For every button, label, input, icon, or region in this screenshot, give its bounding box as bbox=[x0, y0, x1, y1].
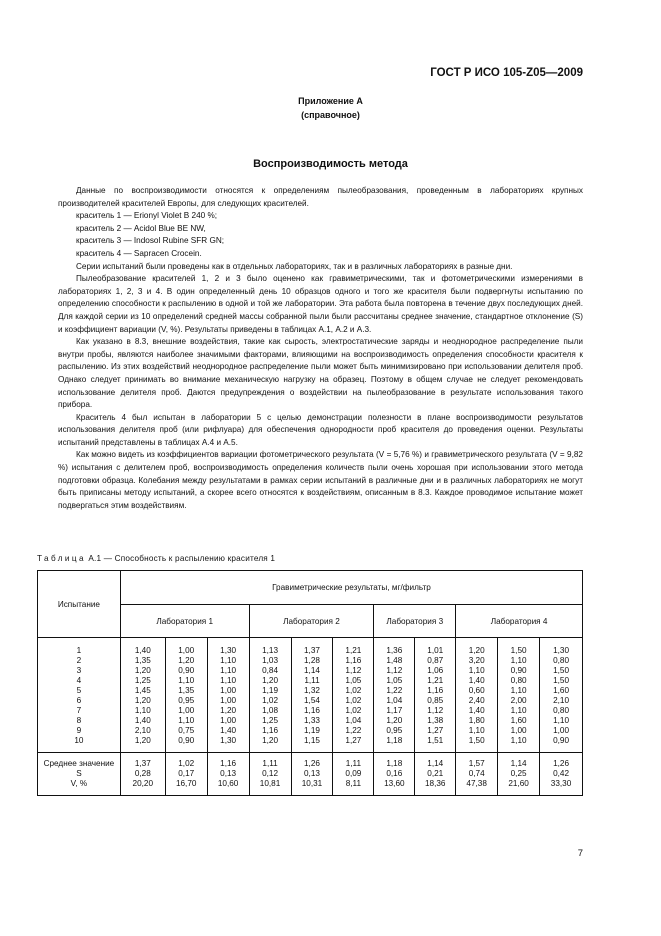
table-cell-value: 1,14 bbox=[427, 759, 444, 768]
table-cell-value: 0,90 bbox=[178, 666, 195, 675]
table-cell-value: 1,16 bbox=[427, 686, 444, 695]
table-cell-value: 2 bbox=[76, 656, 82, 665]
table-cell-value: 1,14 bbox=[510, 759, 527, 768]
table-cell-value: 10,60 bbox=[217, 779, 239, 788]
table-cell-value: 1,16 bbox=[304, 706, 320, 715]
table-cell-value: 1,38 bbox=[427, 716, 444, 725]
result-column-cell bbox=[374, 638, 415, 753]
table-cell-value: 1,20 bbox=[468, 646, 485, 655]
table-cell-value: 0,16 bbox=[386, 769, 403, 778]
table-cell-value: 1,10 bbox=[510, 656, 527, 665]
table-cell-value: 1,20 bbox=[134, 666, 151, 675]
stat-column-cell bbox=[291, 753, 333, 796]
table-cell-value: 1,10 bbox=[134, 706, 151, 715]
result-column-cell bbox=[540, 638, 583, 753]
table-cell-value: 1,40 bbox=[468, 676, 485, 685]
table-cell-value: 1,40 bbox=[468, 706, 485, 715]
table-cell-value: 1,26 bbox=[304, 759, 320, 768]
table-cell-value: 0,80 bbox=[553, 656, 569, 665]
table-cell-value: 1,20 bbox=[262, 736, 279, 745]
table-cell-value: 1,18 bbox=[386, 736, 403, 745]
table-cell-value: 18,36 bbox=[425, 779, 446, 788]
table-cell-value: 1,35 bbox=[178, 686, 195, 695]
table-cell-value: 0,90 bbox=[553, 736, 569, 745]
table-cell-value: 1,20 bbox=[386, 716, 403, 725]
standard-header: ГОСТ Р ИСО 105-Z05—2009 bbox=[430, 67, 583, 79]
table-cell-value: 3 bbox=[76, 666, 82, 675]
result-column-cell bbox=[249, 638, 291, 753]
table-cell-value: 47,38 bbox=[466, 779, 487, 788]
table-cell-value: 0,90 bbox=[178, 736, 195, 745]
table-cell-value: 16,70 bbox=[175, 779, 197, 788]
lab-header: Лаборатория 1 bbox=[120, 605, 249, 638]
stat-column-cell bbox=[207, 753, 249, 796]
table-cell-value: 1,16 bbox=[220, 759, 237, 768]
stat-label-cell bbox=[38, 753, 121, 796]
dye-list-item: краситель 3 — Indosol Rubine SFR GN; bbox=[76, 236, 225, 246]
table-cell-value: 1,11 bbox=[304, 676, 320, 685]
table-cell-value: 1,13 bbox=[262, 646, 279, 655]
table-cell-value: 0,95 bbox=[178, 696, 195, 705]
table-cell-value: 1,06 bbox=[427, 666, 444, 675]
table-cell-value: 1,10 bbox=[220, 666, 237, 675]
table-cell-value: 1,48 bbox=[386, 656, 403, 665]
table-cell-value: 1,04 bbox=[345, 716, 362, 725]
table-cell-value: 1,50 bbox=[510, 646, 527, 655]
table-cell-value: 1,22 bbox=[345, 726, 362, 735]
table-cell-value: 1,03 bbox=[262, 656, 279, 665]
table-cell-value: 1,50 bbox=[553, 676, 569, 685]
table-cell-value: 7 bbox=[76, 706, 82, 715]
lab-header: Лаборатория 2 bbox=[249, 605, 374, 638]
dye-list-item: краситель 2 — Acidol Blue BE NW, bbox=[76, 223, 206, 233]
result-column-cell bbox=[456, 638, 498, 753]
table-cell-value: 1,00 bbox=[510, 726, 527, 735]
table-cell-value: 4 bbox=[76, 676, 82, 685]
table-cell-value: 1,40 bbox=[134, 646, 151, 655]
table-cell-value: 1,10 bbox=[510, 686, 527, 695]
table-cell-value: 1 bbox=[76, 646, 82, 655]
table-cell-value: 1,54 bbox=[304, 696, 320, 705]
table-cell-value: 1,80 bbox=[468, 716, 485, 725]
table-cell-value: 0,42 bbox=[553, 769, 569, 778]
table-cell-value: 0,21 bbox=[427, 769, 444, 778]
table-cell-value: 1,12 bbox=[386, 666, 403, 675]
table-cell-value: 1,21 bbox=[427, 676, 444, 685]
dye-list-item: краситель 1 — Erionyl Violet B 240 %; bbox=[76, 211, 218, 221]
table-cell-value: 1,27 bbox=[427, 726, 444, 735]
stat-column-cell bbox=[333, 753, 374, 796]
table-cell-value: 1,22 bbox=[386, 686, 403, 695]
table-cell-value: 1,18 bbox=[386, 759, 403, 768]
dustiness-table bbox=[37, 570, 583, 796]
gravimetric-header: Гравиметрические результаты, мг/фильтр bbox=[120, 571, 582, 605]
lab-header: Лаборатория 3 bbox=[374, 605, 456, 638]
stat-column-cell bbox=[540, 753, 583, 796]
table-cell-value: 1,36 bbox=[386, 646, 403, 655]
table-cell-value: 2,40 bbox=[468, 696, 485, 705]
table-cell-value: 1,35 bbox=[134, 656, 151, 665]
test-number-cell bbox=[38, 638, 121, 753]
table-cell-value: 0,85 bbox=[427, 696, 444, 705]
table-cell-value: 1,16 bbox=[262, 726, 279, 735]
table-cell-value: 0,90 bbox=[510, 666, 527, 675]
table-cell-value: 1,50 bbox=[553, 666, 569, 675]
table-cell-value: 1,14 bbox=[304, 666, 320, 675]
table-cell-value: 1,30 bbox=[220, 646, 237, 655]
stat-column-cell bbox=[120, 753, 165, 796]
table-cell-value: 1,12 bbox=[427, 706, 444, 715]
dye-list-item: краситель 4 — Sapracen Crocein. bbox=[76, 248, 202, 258]
table-cell-value: 1,26 bbox=[553, 759, 569, 768]
table-cell-value: 1,10 bbox=[178, 676, 195, 685]
table-cell-value: 10,31 bbox=[301, 779, 323, 788]
table-cell-value: 3,20 bbox=[468, 656, 485, 665]
table-cell-value: 1,16 bbox=[345, 656, 362, 665]
stat-column-cell bbox=[498, 753, 540, 796]
table-cell-value: 0,74 bbox=[468, 769, 485, 778]
test-column-header: Испытание bbox=[38, 571, 121, 638]
table-cell-value: 13,60 bbox=[384, 779, 405, 788]
result-column-cell bbox=[165, 638, 207, 753]
table-cell-value: 0,87 bbox=[427, 656, 444, 665]
stat-column-cell bbox=[165, 753, 207, 796]
paragraph: Краситель 4 был испытан в лаборатории 5 с целью демонстрации полезности в плане воспроизводимости результатов использования делителя проб (или рифлуара) для обеспечения однородности проб красителя до проведения оценки. Результаты испытаний представлены в таблицах А.4 и А.5. bbox=[58, 412, 583, 447]
table-cell-value: 0,80 bbox=[510, 676, 527, 685]
table-cell-value: 5 bbox=[76, 686, 82, 695]
table-cell-value: 1,02 bbox=[345, 686, 362, 695]
table-cell-value: 1,04 bbox=[386, 696, 403, 705]
table-cell-value: 0,60 bbox=[468, 686, 485, 695]
table-cell-value: 1,27 bbox=[345, 736, 362, 745]
table-cell-value: 1,20 bbox=[134, 696, 151, 705]
stat-column-cell bbox=[456, 753, 498, 796]
table-cell-value: 1,33 bbox=[304, 716, 320, 725]
table-cell-value: 8,11 bbox=[345, 779, 362, 788]
table-cell-value: 1,02 bbox=[262, 696, 279, 705]
table-cell-value: 1,30 bbox=[220, 736, 237, 745]
table-cell-value: 1,60 bbox=[510, 716, 527, 725]
table-cell-value: 1,15 bbox=[304, 736, 320, 745]
table-cell-value: S bbox=[76, 769, 82, 778]
table-cell-value: 1,19 bbox=[262, 686, 279, 695]
table-cell-value: 1,00 bbox=[178, 706, 195, 715]
table-cell-value: 1,21 bbox=[345, 646, 362, 655]
stat-column-cell bbox=[249, 753, 291, 796]
table-cell-value: 1,11 bbox=[345, 759, 362, 768]
table-cell-value: 1,37 bbox=[134, 759, 151, 768]
table-cell-value: 33,30 bbox=[550, 779, 572, 788]
table-caption-text: А.1 — Способность к распылению красителя 1 bbox=[88, 554, 276, 563]
table-cell-value: 1,51 bbox=[427, 736, 444, 745]
body-text bbox=[58, 185, 583, 512]
paragraph: Данные по воспроизводимости относятся к определениям пылеобразования, проведенным в лабораториях крупных производителей красителей Европы, для следующих красителей. bbox=[58, 186, 583, 208]
result-column-cell bbox=[291, 638, 333, 753]
table-cell-value: 0,09 bbox=[345, 769, 362, 778]
page-number: 7 bbox=[577, 848, 583, 859]
table-cell-value: 1,00 bbox=[220, 716, 237, 725]
table-cell-value: 1,25 bbox=[262, 716, 279, 725]
table-cell-value: 1,50 bbox=[468, 736, 485, 745]
table-cell-value: 6 bbox=[76, 696, 82, 705]
table-cell-value: 2,00 bbox=[510, 696, 527, 705]
table-cell-value: 1,00 bbox=[220, 696, 237, 705]
table-cell-value: 1,00 bbox=[220, 686, 237, 695]
table-cell-value: 1,10 bbox=[220, 676, 237, 685]
table-cell-value: 1,40 bbox=[220, 726, 237, 735]
table-cell-value: 1,00 bbox=[178, 646, 195, 655]
result-column-cell bbox=[120, 638, 165, 753]
table-cell-value: 0,12 bbox=[262, 769, 279, 778]
table-cell-value: 0,13 bbox=[220, 769, 237, 778]
table-cell-value: 1,00 bbox=[553, 726, 569, 735]
table-cell-value: 0,28 bbox=[134, 769, 151, 778]
table-cell-value: 1,10 bbox=[468, 666, 485, 675]
table-cell-value: 1,57 bbox=[468, 759, 485, 768]
table-cell-value: 1,45 bbox=[134, 686, 151, 695]
table-cell-value: 20,20 bbox=[132, 779, 154, 788]
table-caption-prefix: Таблица bbox=[37, 554, 86, 563]
appendix-label: Приложение А bbox=[298, 96, 363, 106]
table-cell-value: 1,05 bbox=[386, 676, 403, 685]
table-cell-value: 1,10 bbox=[553, 716, 569, 725]
table-cell-value: 1,02 bbox=[178, 759, 195, 768]
table-cell-value: 1,28 bbox=[304, 656, 320, 665]
table-cell-value: 1,19 bbox=[304, 726, 320, 735]
stat-column-cell bbox=[374, 753, 415, 796]
table-cell-value: 2,10 bbox=[134, 726, 151, 735]
table-cell-value: 10 bbox=[74, 736, 84, 745]
table-cell-value: 1,30 bbox=[553, 646, 569, 655]
table-cell-value: 1,02 bbox=[345, 706, 362, 715]
table-row bbox=[38, 638, 583, 753]
table-cell-value: 1,40 bbox=[134, 716, 151, 725]
table-cell-value: 1,10 bbox=[468, 726, 485, 735]
table-cell-value: 0,84 bbox=[262, 666, 279, 675]
appendix-type: (справочное) bbox=[301, 110, 360, 120]
table-cell-value: 1,60 bbox=[553, 686, 569, 695]
paragraph: Пылеобразование красителей 1, 2 и 3 было оценено как гравиметрическими, так и фотометрическими измерениями в лабораториях 1, 2, 3 и 4. В один определенный день 10 образцов одного и того же красителя были подвергнуты испытанию по определению способности к распылению в одной и той же лаборатории. Эта работа была повторена в течение двух последующих дней. Для каждой серии из 10 определений средней массы собранной пыли были рассчитаны среднее значение, стандартное отклонение (S) и коэффициент вариации (V, %). Результаты приведены в таблицах А.1, А.2 и А.3. bbox=[58, 274, 583, 334]
table-cell-value: Среднее значение bbox=[43, 759, 115, 768]
paragraph: Серии испытаний были проведены как в отдельных лабораториях, так и в различных лабораториях в разные дни. bbox=[76, 261, 513, 271]
table-cell-value: 1,10 bbox=[220, 656, 237, 665]
lab-header: Лаборатория 4 bbox=[456, 605, 583, 638]
table-cell-value: 1,05 bbox=[345, 676, 362, 685]
table-cell-value: 0,95 bbox=[386, 726, 403, 735]
table-cell-value: 1,20 bbox=[220, 706, 237, 715]
table-cell-value: 1,02 bbox=[345, 696, 362, 705]
table-cell-value: 1,08 bbox=[262, 706, 279, 715]
table-cell-value: 1,20 bbox=[134, 736, 151, 745]
stat-column-cell bbox=[415, 753, 456, 796]
result-column-cell bbox=[415, 638, 456, 753]
table-cell-value: 1,10 bbox=[510, 706, 527, 715]
table-cell-value: 10,81 bbox=[259, 779, 281, 788]
table-cell-value: 1,17 bbox=[386, 706, 403, 715]
table-cell-value: 1,10 bbox=[510, 736, 527, 745]
section-title: Воспроизводимость метода bbox=[253, 158, 408, 170]
table-cell-value: 0,80 bbox=[553, 706, 569, 715]
table-cell-value: 1,20 bbox=[178, 656, 195, 665]
paragraph: Как указано в 8.3, внешние воздействия, такие как сырость, электростатические заряды и неоднородное распределение пыли внутри пробы, являются наиболее значимыми факторами, влияющими на воспроизводимость определения способности красителя к распылению. Из этих воздействий неоднородное распределение пыли может быть минимизировано при использовании делителя проб. Однако следует принимать во внимание механическую нагрузку на образец. Поэтому в общем случае не следует рекомендовать использование делителя проб. Даются предупреждения о воздействии на пылеобразование в результате использования такого прибора. bbox=[58, 337, 583, 410]
result-column-cell bbox=[207, 638, 249, 753]
result-column-cell bbox=[333, 638, 374, 753]
table-cell-value: 1,12 bbox=[345, 666, 362, 675]
table-cell-value: 0,17 bbox=[178, 769, 195, 778]
table-cell-value: 1,25 bbox=[134, 676, 151, 685]
table-cell-value: 0,25 bbox=[510, 769, 527, 778]
table-cell-value: V, % bbox=[70, 779, 88, 788]
table-cell-value: 9 bbox=[76, 726, 82, 735]
table-cell-value: 21,60 bbox=[508, 779, 529, 788]
table-caption bbox=[37, 554, 275, 563]
paragraph: Как можно видеть из коэффициентов вариации фотометрического результата (V = 5,76 %) и гравиметрического результата (V = 9,82 %) испытания с делителем проб, воспроизводимость определения количеств пыли очень хорошая при использовании этого метода подготовки образца. Колебания между результатами в рамках серии испытаний в различные дни и в различных лабораториях не могут быть приписаны методу испытаний, а скорее всего относятся к воздействиям, описанным в 8.3. Каждое проводимое испытание может подвергаться этим воздействиям. bbox=[58, 450, 583, 510]
table-row bbox=[38, 753, 583, 796]
table-cell-value: 1,11 bbox=[262, 759, 278, 768]
result-column-cell bbox=[498, 638, 540, 753]
table-cell-value: 1,10 bbox=[178, 716, 195, 725]
table-cell-value: 0,75 bbox=[178, 726, 195, 735]
table-cell-value: 2,10 bbox=[553, 696, 569, 705]
appendix-heading bbox=[0, 94, 661, 122]
table-cell-value: 1,32 bbox=[304, 686, 320, 695]
table-cell-value: 0,13 bbox=[304, 769, 320, 778]
table-cell-value: 8 bbox=[76, 716, 82, 725]
table-cell-value: 1,37 bbox=[304, 646, 320, 655]
table-cell-value: 1,20 bbox=[262, 676, 279, 685]
table-cell-value: 1,01 bbox=[427, 646, 444, 655]
